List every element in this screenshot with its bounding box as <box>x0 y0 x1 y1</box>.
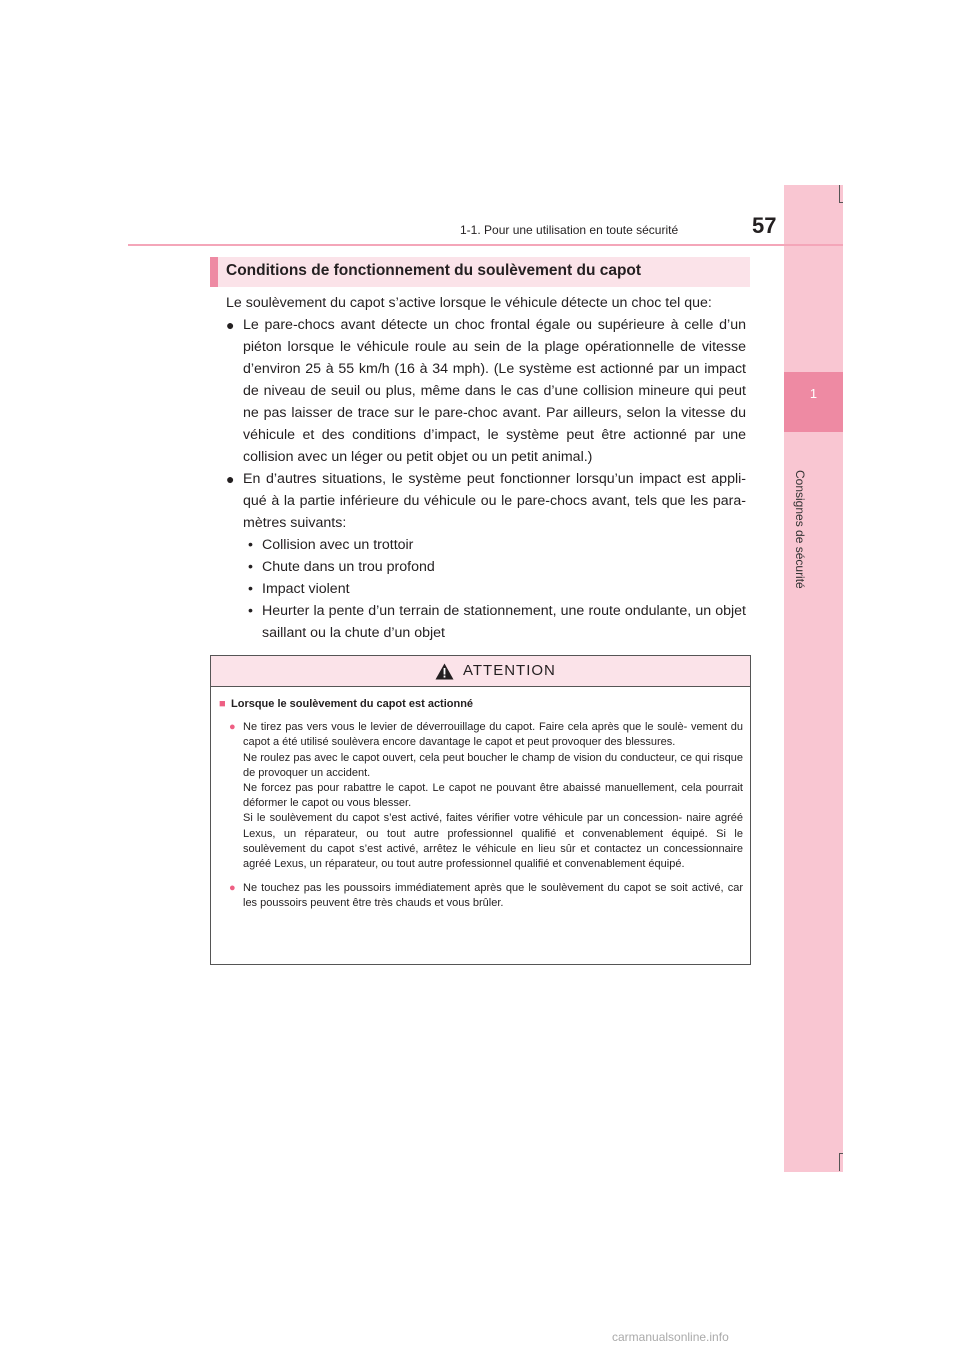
bullet-icon: ● <box>229 721 236 734</box>
warning-triangle-icon <box>435 663 454 680</box>
attention-title: ATTENTION <box>463 662 556 679</box>
attention-paragraph: Ne roulez pas avec le capot ouvert, cela peut boucher le champ de vision du conducteur, ce qui risque de provoquer un accident. <box>243 751 743 779</box>
sub-list-item-text: Impact violent <box>262 581 350 597</box>
middot-icon: • <box>248 559 253 575</box>
middot-icon: • <box>248 537 253 553</box>
watermark: carmanualsonline.info <box>612 1330 729 1344</box>
attention-paragraph: Si le soulèvement du capot s’est activé, faites vérifier votre véhicule par un concession- naire agréé Lexus, un réparateur, ou tout autre professionnel qualifié et convenablement équipé. Si le soulèvement du capot s’est activé, arrêtez le véhicule en lieu sûr et contactez un concessionnaire agréé Lexus, un réparateur, ou tout autre professionnel qualifié et convenablement équipé. <box>243 812 743 871</box>
sub-list-item <box>226 534 746 556</box>
intro-paragraph: Le soulèvement du capot s’active lorsque le véhicule détecte un choc tel que: <box>226 295 712 311</box>
sub-list-item-text: Heurter la pente d’un terrain de stationnement, une route ondulante, un objet saillant ou la chute d’un objet <box>262 603 746 641</box>
list-item-text: En d’autres situations, le système peut fonctionner lorsqu’un impact est appli- qué à la partie inférieure du véhicule ou le pare-chocs avant, tels que les para- mètres suivants: <box>243 471 746 531</box>
attention-body <box>219 697 743 921</box>
attention-item <box>219 720 743 872</box>
list-item <box>226 314 746 468</box>
sub-list-item-text: Chute dans un trou profond <box>262 559 435 575</box>
crop-mark-bottom <box>839 1153 840 1171</box>
page-number: 57 <box>752 213 777 238</box>
side-tab-label: Consignes de sécurité <box>793 470 807 589</box>
attention-header <box>211 656 750 687</box>
header-rule <box>128 244 843 246</box>
sub-list-item <box>226 600 746 644</box>
sub-list-item-text: Collision avec un trottoir <box>262 537 414 553</box>
square-bullet-icon: ■ <box>219 698 226 710</box>
attention-paragraph: Ne touchez pas les poussoirs immédiatement après que le soulèvement du capot se soit activé, car les poussoirs peuvent être très chauds et vous brûler. <box>243 882 743 910</box>
sub-list-item <box>226 556 746 578</box>
side-tab-strip <box>784 185 843 1172</box>
crop-mark-top <box>839 185 840 203</box>
middot-icon: • <box>248 581 253 597</box>
attention-item <box>219 881 743 911</box>
list-item <box>226 468 746 534</box>
side-tab-number: 1 <box>809 386 818 401</box>
attention-subheading <box>219 697 743 712</box>
crop-mark-bottom-foot <box>839 1153 843 1154</box>
bullet-icon: ● <box>226 317 235 333</box>
list-item-text: Le pare-chocs avant détecte un choc frontal égale ou supérieure à celle d’un piéton lorsque le véhicule roule au sein de la plage opérationnelle de vitesse d’environ 25 à 55 km/h (16 à 34 mph). (Le système est actionné par un impact de niveau de seuil ou plus, même dans le cas d’une collision mineure qui peut ne pas laisser de trace sur le pare-choc avant. Par ailleurs, selon la vitesse du véhicule et des conditions d’impact, le système peut être actionné par une collision avec un léger ou petit objet ou un petit animal.) <box>243 317 746 465</box>
sub-list-item <box>226 578 746 600</box>
section-reference: 1-1. Pour une utilisation en toute sécurité <box>460 223 679 237</box>
attention-subheading-text: Lorsque le soulèvement du capot est actionné <box>231 698 474 710</box>
section-body <box>226 292 746 644</box>
section-title-bar <box>210 257 750 287</box>
section-title: Conditions de fonctionnement du soulèvement du capot <box>226 262 642 279</box>
attention-paragraph: Ne tirez pas vers vous le levier de déverrouillage du capot. Faire cela après que le soulè- vement du capot a été utilisé soulèvera encore davantage le capot et peut provoquer des blessures. <box>243 721 743 749</box>
middot-icon: • <box>248 603 253 619</box>
attention-paragraph: Ne forcez pas pour rabattre le capot. Le capot ne pouvant être abaissé manuellement, cela pourrait déformer le capot ou vous blesser. <box>243 782 743 810</box>
attention-box <box>210 655 751 965</box>
bullet-icon: ● <box>229 882 236 895</box>
bullet-icon: ● <box>226 471 235 487</box>
crop-mark-top-foot <box>839 202 843 203</box>
side-tab-active <box>784 372 843 432</box>
